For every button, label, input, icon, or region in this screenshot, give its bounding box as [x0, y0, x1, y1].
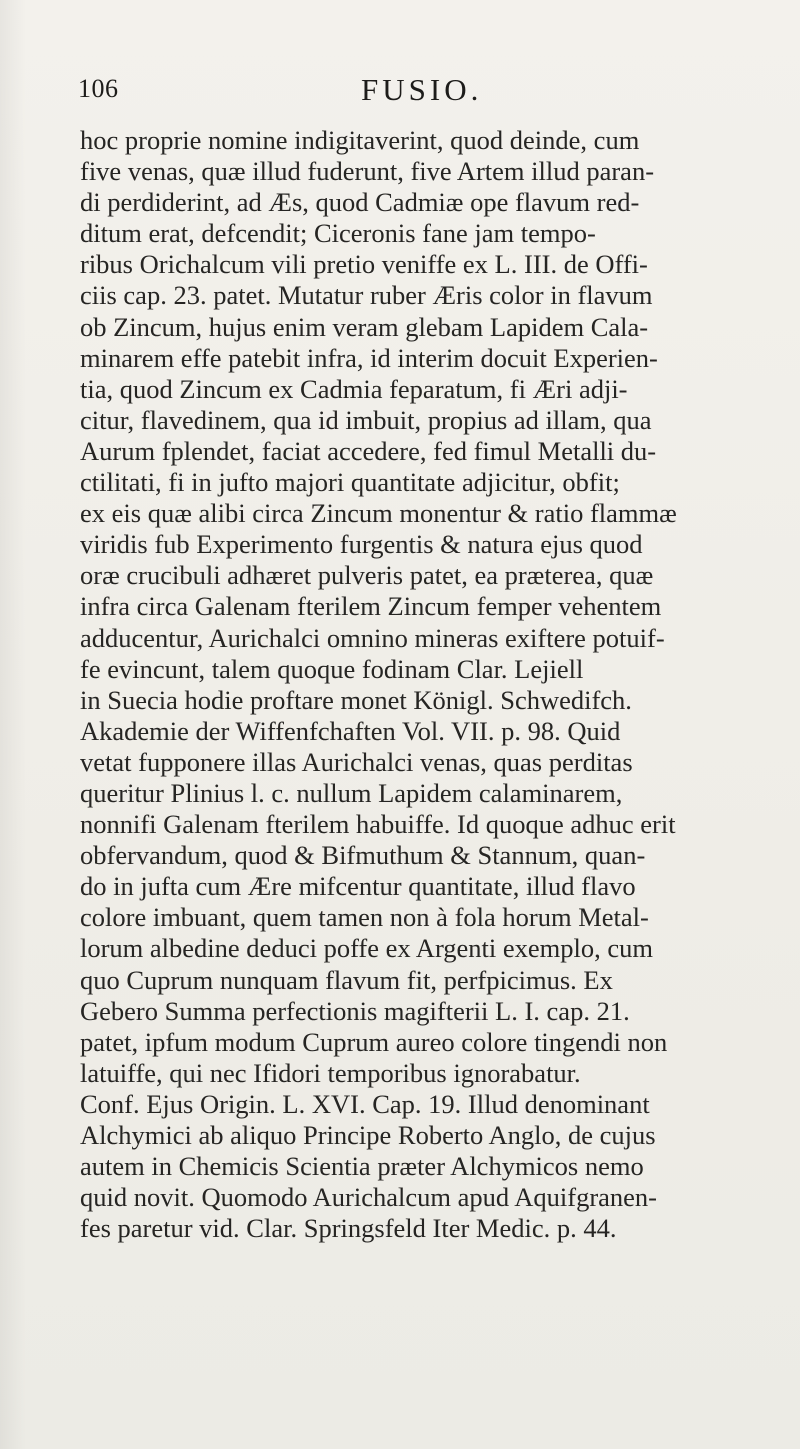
text-line: vetat fupponere illas Aurichalci venas, quas perditas — [80, 746, 633, 777]
text-line: di perdiderint, ad Æs, quod Cadmiæ ope flavum red- — [80, 187, 640, 218]
text-line: tia, quod Zincum ex Cadmia feparatum, fi Æri adji- — [80, 373, 628, 404]
text-line: autem in Chemicis Scientia præter Alchymicos nemo — [80, 1151, 644, 1182]
text-line: five venas, quæ illud fuderunt, five Artem illud paran- — [80, 156, 655, 187]
text-line: Gebero Summa perfectionis magifterii L. I. cap. 21. — [80, 995, 630, 1026]
text-line: quid novit. Quomodo Aurichalcum apud Aquifgranen- — [80, 1182, 658, 1213]
text-line: infra circa Galenam fterilem Zincum femper vehentem — [80, 591, 662, 622]
text-line: lorum albedine deduci poffe ex Argenti exemplo, cum — [80, 933, 654, 964]
text-line: minarem effe patebit infra, id interim docuit Experien- — [80, 342, 658, 373]
running-head: FUSIO. — [361, 72, 483, 107]
text-line: ciis cap. 23. patet. Mutatur ruber Æris color in flavum — [80, 280, 653, 311]
text-line: obfervandum, quod & Bifmuthum & Stannum, quan- — [80, 840, 646, 871]
page-gutter-shadow — [0, 0, 26, 1449]
text-line: ex eis quæ alibi circa Zincum monentur & ratio flammæ — [80, 498, 677, 529]
text-line: ditum erat, defcendit; Ciceronis fane jam tempo- — [80, 218, 596, 249]
body-text — [80, 125, 796, 1244]
text-line: Alchymici ab aliquo Principe Roberto Anglo, de cujus — [80, 1120, 656, 1150]
text-line: latuiffe, qui nec Ifidori temporibus ignorabatur. — [80, 1057, 581, 1088]
text-line: Akademie der Wiffenfchaften Vol. VII. p. 98. Quid — [80, 715, 621, 746]
text-line: viridis fub Experimento furgentis & natura ejus quod — [80, 529, 643, 560]
text-line: queritur Plinius l. c. nullum Lapidem calaminarem, — [80, 777, 623, 808]
text-line: quo Cuprum nunquam flavum fit, perfpicimus. Ex — [80, 964, 613, 995]
text-line: ob Zincum, hujus enim veram glebam Lapidem Cala- — [80, 311, 649, 342]
text-line: oræ crucibuli adhæret pulveris patet, ea præterea, quæ — [80, 560, 654, 591]
text-line: do in jufta cum Ære mifcentur quantitate, illud flavo — [80, 871, 636, 902]
text-line: in Suecia hodie proftare monet Königl. Schwedifch. — [80, 684, 632, 715]
text-line: fes paretur vid. Clar. Springsfeld Iter Medic. p. 44. — [80, 1213, 617, 1244]
text-line: ribus Orichalcum vili pretio veniffe ex L. III. de Offi- — [80, 249, 648, 280]
text-line: colore imbuant, quem tamen non à fola horum Metal- — [80, 902, 649, 933]
text-line: patet, ipfum modum Cuprum aureo colore tingendi non — [80, 1026, 668, 1057]
text-line: fe evincunt, talem quoque fodinam Clar. Lejiell — [80, 653, 584, 684]
text-line: Aurum fplendet, faciat accedere, fed fimul Metalli du- — [80, 435, 657, 466]
page-header — [78, 66, 798, 106]
text-line: adducentur, Aurichalci omnino mineras exiftere potuif- — [80, 622, 665, 653]
text-line: nonnifi Galenam fterilem habuiffe. Id quoque adhuc erit — [80, 809, 676, 840]
text-line: ctilitati, fi in jufto majori quantitate adjicitur, obfit; — [80, 467, 620, 498]
page-number: 106 — [78, 74, 119, 103]
text-line: Conf. Ejus Origin. L. XVI. Cap. 19. Illud denominant — [80, 1088, 650, 1119]
text-line: hoc proprie nomine indigitaverint, quod deinde, cum — [80, 125, 640, 155]
text-line: citur, flavedinem, qua id imbuit, propius ad illam, qua — [80, 404, 652, 435]
